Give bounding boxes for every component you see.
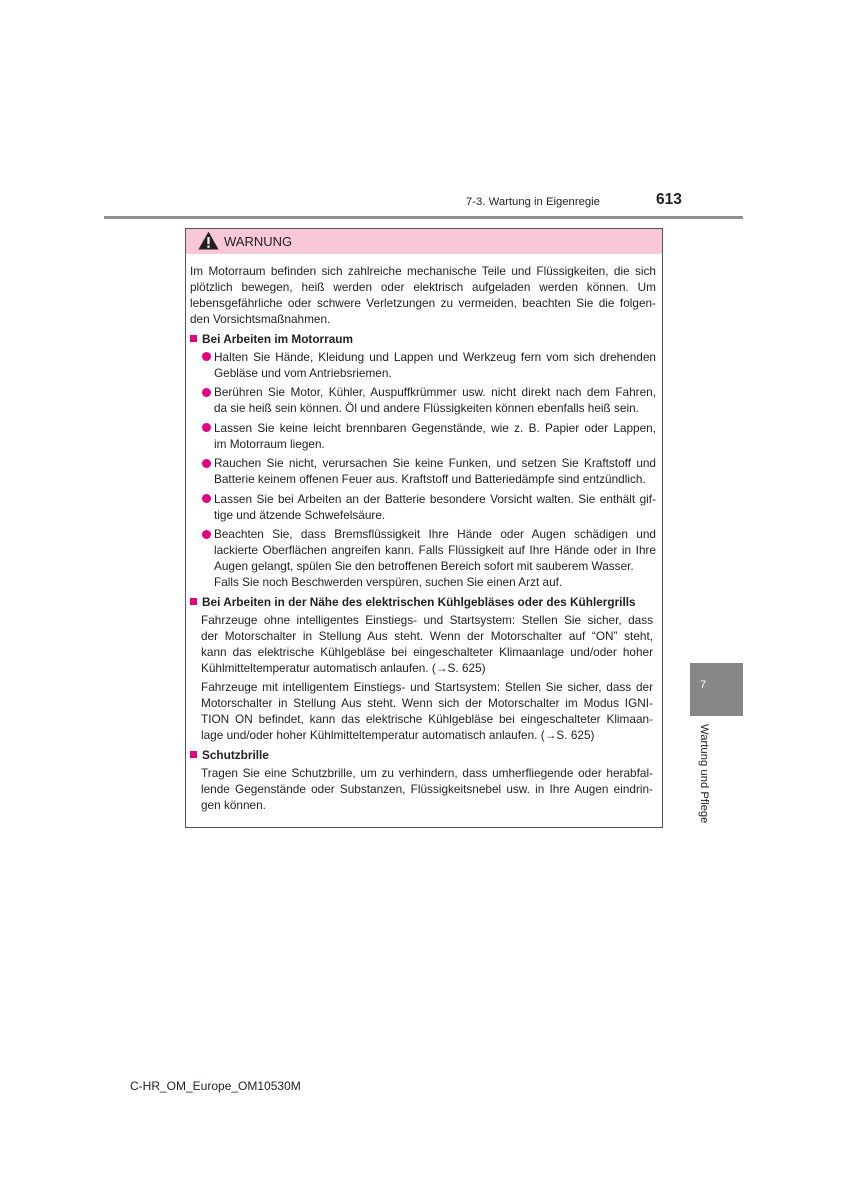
warning-box [185, 228, 663, 828]
paragraph-line: lende Gegenstände oder Substanzen, Flüssigkeitsnebel usw. in Ihre Augen eindrin- [201, 781, 653, 796]
paragraph-line: kann das elektrische Kühlgebläse bei eingeschalteter Klimaanlage und/oder hoher [201, 644, 653, 659]
running-header-section: 7-3. Wartung in Eigenregie [466, 196, 600, 208]
paragraph-line: gen können. [201, 797, 266, 812]
warning-triangle-icon [198, 231, 219, 250]
bullet-dot-icon [202, 530, 211, 539]
intro-line: den Vorsichtsmaßnahmen. [190, 312, 331, 326]
paragraph-line: Fahrzeuge mit intelligentem Einstiegs- und Startsystem: Stellen Sie sicher, dass der [201, 680, 653, 694]
bullet-line: Batterie keinem offenen Feuer aus. Kraftstoff und Batteriedämpfe sind entzündlich. [214, 472, 646, 486]
square-marker-icon [190, 335, 197, 342]
paragraph-line: Tragen Sie eine Schutzbrille, um zu verhindern, dass umherfliegende oder herabfal- [201, 765, 653, 780]
paragraph [190, 612, 653, 676]
bullet-line: da sie heiß sein können. Öl und andere Flüssigkeiten können ebenfalls heiß sein. [214, 401, 639, 415]
section-heading-text: Bei Arbeiten in der Nähe des elektrischen Kühlgebläses oder des Kühlergrills [202, 594, 636, 609]
section-heading [190, 747, 656, 763]
bullet-line: Rauchen Sie nicht, verursachen Sie keine Funken, und setzen Sie Kraftstoff und [214, 456, 656, 470]
intro-line: Im Motorraum befinden sich zahlreiche mechanische Teile und Flüssigkeiten, die sich [190, 264, 656, 278]
intro-line: lebensgefährliche oder schwere Verletzungen zu vermeiden, beachten Sie die folgen- [190, 296, 656, 310]
bullet-line: Augen gelangt, spülen Sie den betroffenen Bereich sofort mit sauberem Wasser. [214, 559, 634, 573]
paragraph-line: Kühlmitteltemperatur automatisch anlaufen. (→S. 625) [201, 660, 486, 675]
bullet-line: Beachten Sie, dass Bremsflüssigkeit Ihre Hände oder Augen schädigen und [214, 527, 656, 541]
bullet-dot-icon [202, 459, 211, 468]
warning-title: WARNUNG [224, 234, 293, 249]
bullet-line: lackierte Oberflächen angreifen kann. Falls Flüssigkeit auf Ihre Hände oder in Ihre [214, 543, 656, 557]
bullet-dot-icon [202, 388, 211, 397]
bullet-line: Gebläse und vom Antriebsriemen. [214, 365, 392, 380]
square-marker-icon [190, 751, 197, 758]
section-heading [190, 331, 656, 347]
header-rule [104, 216, 743, 219]
paragraph [190, 765, 653, 813]
bullet-dot-icon [202, 423, 211, 432]
document-code: C-HR_OM_Europe_OM10530M [130, 1079, 301, 1093]
chapter-title: Wartung und Pflege [698, 724, 710, 824]
bullet-item [190, 491, 656, 523]
bullet-item [190, 526, 656, 590]
bullet-line: Halten Sie Hände, Kleidung und Lappen und Werkzeug fern vom sich drehenden [214, 349, 656, 364]
section-heading [190, 594, 656, 610]
bullet-item [190, 349, 656, 381]
section-heading-text: Bei Arbeiten im Motorraum [202, 331, 353, 346]
bullet-item [190, 455, 656, 487]
chapter-number: 7 [700, 679, 707, 691]
bullet-item [190, 384, 656, 416]
bullet-dot-icon [202, 352, 211, 361]
bullet-line: Lassen Sie bei Arbeiten an der Batterie besondere Vorsicht walten. Sie enthält gif- [214, 491, 656, 506]
chapter-tab [690, 663, 743, 716]
bullet-item [190, 420, 656, 452]
warning-body [186, 254, 662, 813]
bullet-line: Lassen Sie keine leicht brennbaren Gegenstände, wie z. B. Papier oder Lappen, [214, 420, 656, 435]
page-number: 613 [656, 191, 682, 208]
paragraph-line: Fahrzeuge ohne intelligentes Einstiegs- und Startsystem: Stellen Sie sicher, dass [201, 612, 653, 627]
bullet-line: Berühren Sie Motor, Kühler, Auspuffkrümmer usw. nicht direkt nach dem Fahren, [214, 385, 656, 399]
square-marker-icon [190, 598, 197, 605]
bullet-line: tige und ätzende Schwefelsäure. [214, 507, 386, 522]
paragraph-line: Motorschalter in Stellung Aus steht. Wenn sich der Motorschalter im Modus IGNI- [201, 696, 653, 710]
warning-header [186, 229, 662, 254]
intro-paragraph [190, 263, 656, 327]
bullet-line: Falls Sie noch Beschwerden verspüren, suchen Sie einen Arzt auf. [214, 575, 563, 589]
paragraph-line: lage und/oder hoher Kühlmitteltemperatur automatisch anlaufen. (→S. 625) [201, 728, 595, 742]
paragraph-line: der Motorschalter in Stellung Aus steht. Wenn der Motorschalter auf “ON” steht, [201, 628, 653, 643]
intro-line: plötzlich bewegen, heiß werden oder elektrisch aufgeladen werden können. Um [190, 280, 656, 294]
paragraph-line: TION ON befindet, kann das elektrische Kühlgebläse bei eingeschalteter Klimaan- [201, 712, 653, 726]
bullet-dot-icon [202, 494, 211, 503]
bullet-line: im Motorraum liegen. [214, 436, 325, 451]
paragraph [190, 679, 653, 743]
section-heading-text: Schutzbrille [202, 747, 269, 762]
